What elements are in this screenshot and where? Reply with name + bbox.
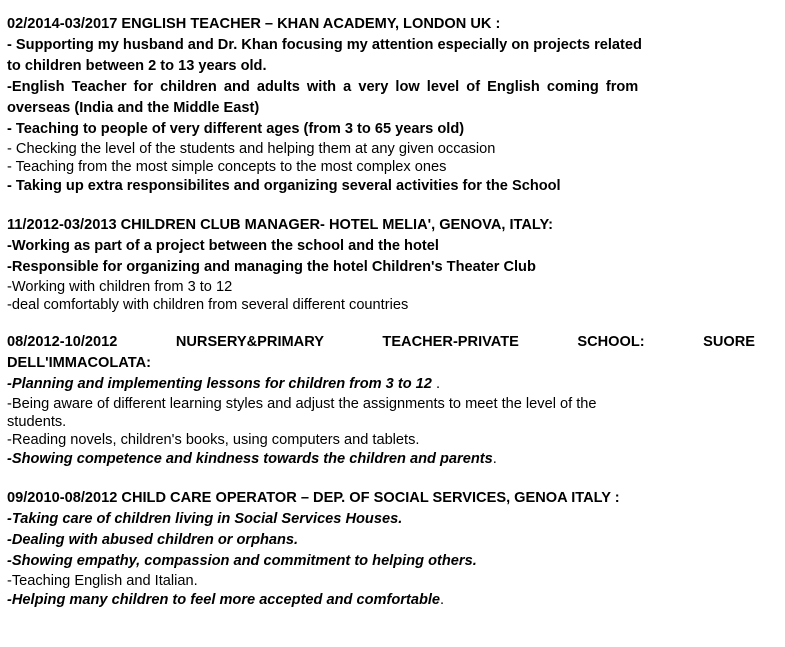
job-detail xyxy=(7,590,755,611)
job-detail: - Taking up extra responsibilites and organizing several activities for the School xyxy=(7,178,561,194)
job-detail: -deal comfortably with children from several different countries xyxy=(7,297,409,313)
job-detail: to children between 2 to 13 years old. xyxy=(7,58,267,74)
resume-document xyxy=(7,14,755,629)
heading-word: TEACHER-PRIVATE xyxy=(382,334,519,350)
heading-word: SCHOOL: xyxy=(577,334,645,350)
job-detail: -Responsible for organizing and managing the hotel Children's Theater Club xyxy=(7,259,536,275)
job-detail: -Showing empathy, compassion and commitment to helping others. xyxy=(7,553,477,569)
job-detail: -Working as part of a project between the school and the hotel xyxy=(7,238,439,254)
job-social-services xyxy=(7,488,755,611)
job-detail: overseas (India and the Middle East) xyxy=(7,100,260,116)
job-heading: 02/2014-03/2017 ENGLISH TEACHER – KHAN ACADEMY, LONDON UK : xyxy=(7,16,501,32)
job-hotel-melia xyxy=(7,215,755,314)
job-detail: students. xyxy=(7,414,67,430)
job-detail-text: -Helping many children to feel more accepted and comfortable xyxy=(7,592,441,608)
job-detail-punct: . xyxy=(440,592,445,608)
job-detail: - Checking the level of the students and helping them at any given occasion xyxy=(7,141,496,157)
job-detail: -Reading novels, children's books, using computers and tablets. xyxy=(7,432,420,448)
job-heading-continued: DELL'IMMACOLATA: xyxy=(7,355,151,371)
job-heading xyxy=(7,332,755,353)
job-detail: -Teaching English and Italian. xyxy=(7,573,198,589)
job-detail: - Teaching from the most simple concepts to the most complex ones xyxy=(7,159,447,175)
job-detail-punct: . xyxy=(431,376,441,392)
job-detail: - Supporting my husband and Dr. Khan focusing my attention especially on projects related xyxy=(7,37,642,53)
heading-word: NURSERY&PRIMARY xyxy=(175,334,324,350)
job-nursery-primary xyxy=(7,332,755,470)
job-heading: 11/2012-03/2013 CHILDREN CLUB MANAGER- HOTEL MELIA', GENOVA, ITALY: xyxy=(7,217,553,233)
job-khan-academy xyxy=(7,14,755,197)
job-detail-text: -Showing competence and kindness towards the children and parents xyxy=(7,451,493,467)
heading-word: SUORE xyxy=(703,334,755,350)
job-detail-text: -Planning and implementing lessons for children from 3 to 12 xyxy=(7,376,432,392)
job-detail xyxy=(7,374,755,395)
job-detail: -Being aware of different learning styles and adjust the assignments to meet the level of the xyxy=(7,396,597,412)
job-detail: -Working with children from 3 to 12 xyxy=(7,279,233,295)
job-detail: -Taking care of children living in Social Services Houses. xyxy=(7,511,403,527)
job-detail xyxy=(7,449,755,470)
job-heading: 09/2010-08/2012 CHILD CARE OPERATOR – DEP. OF SOCIAL SERVICES, GENOA ITALY : xyxy=(7,490,620,506)
job-detail: -Dealing with abused children or orphans. xyxy=(7,532,299,548)
job-detail: -English Teacher for children and adults with a very low level of English coming from xyxy=(7,79,639,95)
heading-date: 08/2012-10/2012 xyxy=(7,334,118,350)
job-detail: - Teaching to people of very different ages (from 3 to 65 years old) xyxy=(7,121,465,137)
job-detail-punct: . xyxy=(492,451,497,467)
